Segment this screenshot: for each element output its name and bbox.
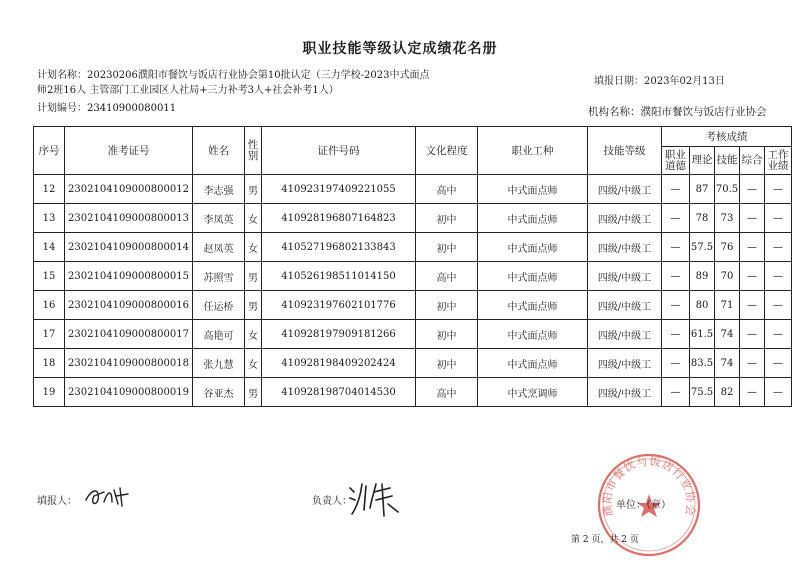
cell-skill: 74 (715, 349, 740, 378)
cell-occupation: 中式面点师 (478, 233, 588, 262)
cell-comprehensive: — (740, 233, 765, 262)
header-occupation: 职业工种 (478, 127, 588, 175)
cell-exam-no: 2302104109000800012 (65, 175, 193, 204)
cell-gender: 男 (245, 262, 262, 291)
cell-work-perf: — (765, 204, 792, 233)
cell-skill: 74 (715, 320, 740, 349)
fill-date: 填报日期：2023年02月13日 (594, 76, 725, 87)
cell-work-perf: — (765, 349, 792, 378)
cell-name: 李凤英 (193, 204, 245, 233)
cell-gender: 女 (245, 204, 262, 233)
cell-gender: 女 (245, 349, 262, 378)
cell-gender: 女 (245, 320, 262, 349)
cell-work-perf: — (765, 320, 792, 349)
cell-id-no: 410928196807164823 (262, 204, 416, 233)
header-exam-no: 准考证号 (65, 127, 193, 175)
header-skill: 技能 (715, 147, 740, 175)
cell-comprehensive: — (740, 204, 765, 233)
table-row (34, 175, 792, 204)
cell-seq: 13 (34, 204, 65, 233)
cell-skill: 70 (715, 262, 740, 291)
cell-occupation: 中式面点师 (478, 175, 588, 204)
cell-theory: 78 (690, 204, 715, 233)
cell-exam-no: 2302104109000800016 (65, 291, 193, 320)
cell-exam-no: 2302104109000800018 (65, 349, 193, 378)
cell-gender: 男 (245, 175, 262, 204)
cell-ethics: — (662, 233, 690, 262)
table-row (34, 320, 792, 349)
header-level: 技能等级 (588, 127, 662, 175)
cell-exam-no: 2302104109000800015 (65, 262, 193, 291)
cell-work-perf: — (765, 262, 792, 291)
cell-occupation: 中式面点师 (478, 291, 588, 320)
cell-comprehensive: — (740, 262, 765, 291)
cell-level: 四级/中级工 (588, 291, 662, 320)
cell-name: 苏照雪 (193, 262, 245, 291)
table-row (34, 349, 792, 378)
cell-seq: 19 (34, 378, 65, 407)
header-id-no: 证件号码 (262, 127, 416, 175)
cell-ethics: — (662, 349, 690, 378)
page-number: 第 2 页，共 2 页 (571, 535, 639, 545)
cell-occupation: 中式烹调师 (478, 378, 588, 407)
cell-seq: 14 (34, 233, 65, 262)
cell-education: 高中 (416, 175, 478, 204)
cell-occupation: 中式面点师 (478, 204, 588, 233)
unit-stamp-label: 单位：（章） (616, 500, 671, 511)
cell-theory: 57.5 (690, 233, 715, 262)
cell-level: 四级/中级工 (588, 233, 662, 262)
cell-name: 李志强 (193, 175, 245, 204)
plan-name-line1: 计划名称：20230206濮阳市餐饮与饭店行业协会第10批认定（三力学校-2023中式面点 (37, 70, 430, 81)
cell-education: 初中 (416, 291, 478, 320)
cell-theory: 89 (690, 262, 715, 291)
cell-id-no: 410928198704014530 (262, 378, 416, 407)
table-row (34, 204, 792, 233)
cell-seq: 15 (34, 262, 65, 291)
cell-id-no: 410923197409221055 (262, 175, 416, 204)
cell-level: 四级/中级工 (588, 378, 662, 407)
cell-id-no: 410928197909181266 (262, 320, 416, 349)
table-row (34, 291, 792, 320)
cell-education: 高中 (416, 378, 478, 407)
cell-comprehensive: — (740, 349, 765, 378)
cell-seq: 18 (34, 349, 65, 378)
cell-exam-no: 2302104109000800019 (65, 378, 193, 407)
svg-text:濮阳市餐饮与饭店行业协会: 濮阳市餐饮与饭店行业协会 (600, 454, 698, 518)
cell-theory: 83.5 (690, 349, 715, 378)
cell-ethics: — (662, 262, 690, 291)
cell-theory: 80 (690, 291, 715, 320)
cell-id-no: 410526198511014150 (262, 262, 416, 291)
cell-name: 高艳可 (193, 320, 245, 349)
score-roster-table (33, 126, 792, 407)
org-name: 机构名称：濮阳市餐饮与饭店行业协会 (588, 106, 767, 118)
plan-code: 计划编号：23410900080011 (37, 103, 177, 114)
cell-comprehensive: — (740, 291, 765, 320)
cell-level: 四级/中级工 (588, 204, 662, 233)
table-row (34, 378, 792, 407)
cell-seq: 12 (34, 175, 65, 204)
cell-education: 高中 (416, 262, 478, 291)
plan-name-line2: 师2班16人 主管部门工业园区人社局+三力补考3人+社会补考1人） (37, 85, 339, 96)
header-theory: 理论 (690, 147, 715, 175)
cell-comprehensive: — (740, 320, 765, 349)
header-education: 文化程度 (416, 127, 478, 175)
cell-gender: 女 (245, 233, 262, 262)
cell-education: 初中 (416, 233, 478, 262)
header-name: 姓名 (193, 127, 245, 175)
cell-ethics: — (662, 291, 690, 320)
cell-exam-no: 2302104109000800013 (65, 204, 193, 233)
cell-comprehensive: — (740, 175, 765, 204)
table-row (34, 262, 792, 291)
cell-skill: 71 (715, 291, 740, 320)
cell-work-perf: — (765, 233, 792, 262)
page-title: 职业技能等级认定成绩花名册 (302, 41, 498, 57)
cell-education: 初中 (416, 320, 478, 349)
cell-ethics: — (662, 378, 690, 407)
cell-work-perf: — (765, 175, 792, 204)
cell-work-perf: — (765, 291, 792, 320)
cell-theory: 87 (690, 175, 715, 204)
cell-name: 赵凤英 (193, 233, 245, 262)
cell-skill: 70.5 (715, 175, 740, 204)
cell-seq: 16 (34, 291, 65, 320)
cell-id-no: 410527196802133843 (262, 233, 416, 262)
header-ethics: 职业道德 (662, 147, 690, 175)
cell-theory: 75.5 (690, 378, 715, 407)
cell-name: 任运桥 (193, 291, 245, 320)
cell-education: 初中 (416, 349, 478, 378)
table-row (34, 233, 792, 262)
header-seq: 序号 (34, 127, 65, 175)
cell-id-no: 410928198409202424 (262, 349, 416, 378)
cell-name: 张九慧 (193, 349, 245, 378)
cell-name: 谷亚杰 (193, 378, 245, 407)
cell-theory: 61.5 (690, 320, 715, 349)
cell-comprehensive: — (740, 378, 765, 407)
filler-signature (82, 482, 132, 510)
cell-skill: 76 (715, 233, 740, 262)
header-work-perf: 工作业绩 (765, 147, 792, 175)
cell-education: 初中 (416, 204, 478, 233)
cell-occupation: 中式面点师 (478, 262, 588, 291)
header-comprehensive: 综合 (740, 147, 765, 175)
cell-skill: 82 (715, 378, 740, 407)
cell-level: 四级/中级工 (588, 262, 662, 291)
responsible-label: 负责人： (312, 496, 352, 507)
responsible-signature (346, 478, 406, 520)
cell-id-no: 410923197602101776 (262, 291, 416, 320)
cell-level: 四级/中级工 (588, 320, 662, 349)
cell-exam-no: 2302104109000800017 (65, 320, 193, 349)
cell-skill: 73 (715, 204, 740, 233)
cell-seq: 17 (34, 320, 65, 349)
header-scores: 考核成绩 (662, 127, 792, 147)
cell-ethics: — (662, 175, 690, 204)
cell-occupation: 中式面点师 (478, 349, 588, 378)
cell-gender: 男 (245, 378, 262, 407)
cell-exam-no: 2302104109000800014 (65, 233, 193, 262)
cell-gender: 男 (245, 291, 262, 320)
cell-level: 四级/中级工 (588, 175, 662, 204)
cell-ethics: — (662, 320, 690, 349)
cell-level: 四级/中级工 (588, 349, 662, 378)
header-gender: 性别 (245, 127, 262, 175)
cell-occupation: 中式面点师 (478, 320, 588, 349)
cell-work-perf: — (765, 378, 792, 407)
cell-ethics: — (662, 204, 690, 233)
filler-label: 填报人： (37, 496, 77, 507)
